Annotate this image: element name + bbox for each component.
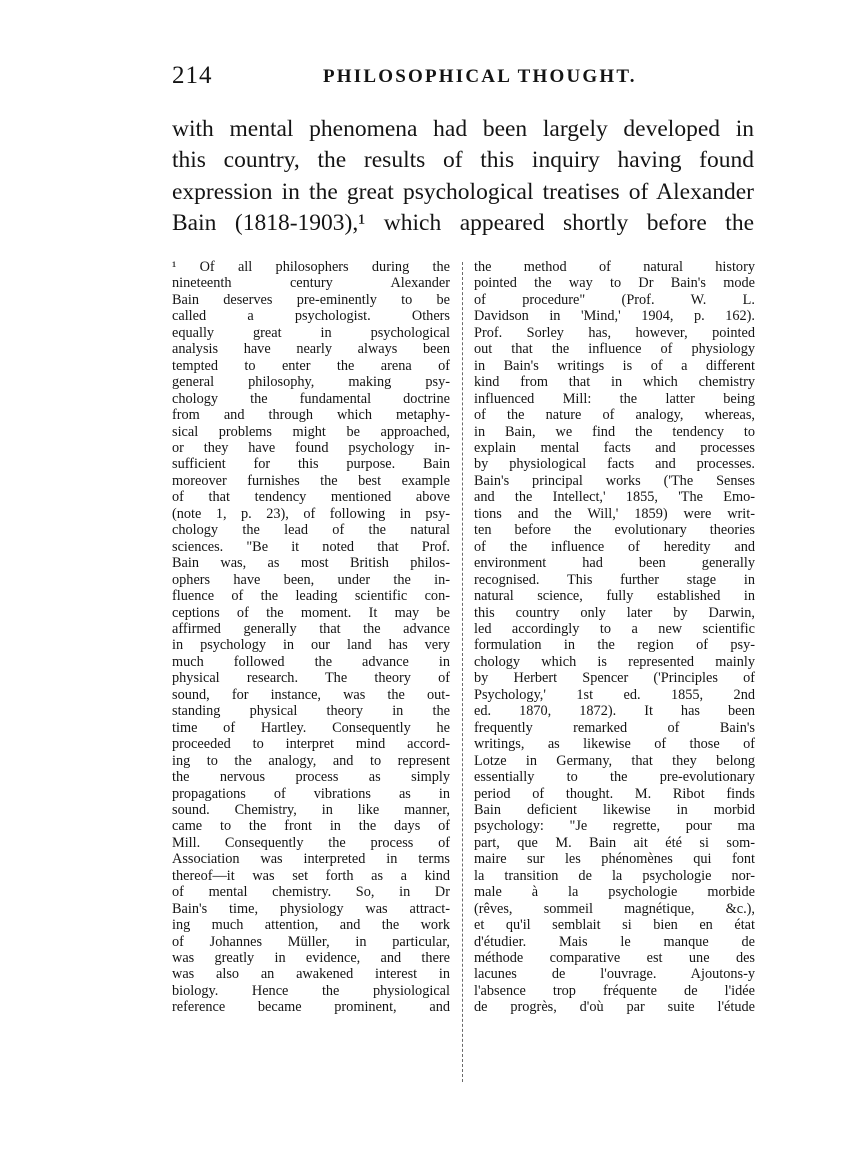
text-line: or they have found psychology in- — [172, 439, 450, 456]
text-line: time of Hartley. Consequently he — [172, 719, 450, 736]
text-line: Bain's principal works ('The Senses — [474, 472, 755, 489]
text-line: sound. Chemistry, in like manner, — [172, 801, 450, 818]
text-line: Davidson in 'Mind,' 1904, p. 162). — [474, 308, 755, 325]
text-line: Association was interpreted in terms — [172, 851, 450, 868]
text-line: came to the front in the days of — [172, 818, 450, 835]
text-line: environment had been generally — [474, 555, 755, 572]
text-line: sciences. "Be it noted that Prof. — [172, 538, 450, 555]
text-line: Prof. Sorley has, however, pointed — [474, 324, 755, 341]
text-line: proceeded to interpret mind accord- — [172, 736, 450, 753]
text-line: kind from that in which chemistry — [474, 374, 755, 391]
text-line: in Bain's writings is of a different — [474, 357, 755, 374]
text-line: essentially to the pre-evolutionary — [474, 769, 755, 786]
text-line: nineteenth century Alexander — [172, 275, 450, 292]
text-line: sound, for instance, was the out- — [172, 686, 450, 703]
text-line: chology which is represented mainly — [474, 653, 755, 670]
text-line: Bain's time, physiology was attract- — [172, 900, 450, 917]
text-line: pointed the way to Dr Bain's mode — [474, 275, 755, 292]
text-line: de progrès, d'où par suite l'étude — [474, 999, 755, 1016]
text-line: of procedure" (Prof. W. L. — [474, 291, 755, 308]
text-line: by Herbert Spencer ('Principles of — [474, 670, 755, 687]
text-line: sufficient for this purpose. Bain — [172, 456, 450, 473]
footnote-right-column — [474, 259, 755, 1016]
text-line: lacunes de l'ouvrage. Ajoutons-y — [474, 966, 755, 983]
text-line: of Johannes Müller, in particular, — [172, 933, 450, 950]
body-paragraph — [172, 114, 754, 240]
text-line: ophers have been, under the in- — [172, 571, 450, 588]
text-line: of the influence of heredity and — [474, 538, 755, 555]
text-line: part, que M. Bain ait été si som- — [474, 834, 755, 851]
text-line: physical research. The theory of — [172, 670, 450, 687]
text-line: of mental chemistry. So, in Dr — [172, 884, 450, 901]
text-line: Bain was, as most British philos- — [172, 555, 450, 572]
text-line: maire sur les phénomènes qui font — [474, 851, 755, 868]
text-line: in Bain, we find the tendency to — [474, 423, 755, 440]
text-line: ten before the evolutionary theories — [474, 522, 755, 539]
text-line: influenced Mill: the latter being — [474, 390, 755, 407]
text-line: Bain (1818-1903),¹ which appeared shortly before the — [172, 210, 754, 237]
text-line: thereof—it was set forth as a kind — [172, 867, 450, 884]
text-line: Bain deficient likewise in morbid — [474, 801, 755, 818]
text-line: chology the lead of the natural — [172, 522, 450, 539]
text-line: ing to the analogy, and to represent — [172, 752, 450, 769]
text-line: of the nature of analogy, whereas, — [474, 407, 755, 424]
text-line: period of thought. M. Ribot finds — [474, 785, 755, 802]
text-line: (note 1, p. 23), of following in psy- — [172, 505, 450, 522]
text-line: sical problems might be approached, — [172, 423, 450, 440]
running-title: PHILOSOPHICAL THOUGHT. — [323, 66, 637, 87]
text-line: expression in the great psychological treatises of Alexander — [172, 178, 754, 205]
text-line: tempted to enter the arena of — [172, 357, 450, 374]
text-line: (rêves, sommeil magnétique, &c.), — [474, 900, 755, 917]
text-line: with mental phenomena had been largely developed in — [172, 116, 754, 142]
text-line: this country only later by Darwin, — [474, 604, 755, 621]
text-line: the method of natural history — [474, 259, 755, 275]
text-line: this country, the results of this inquiry having found — [172, 147, 754, 174]
text-line: Mill. Consequently the process of — [172, 834, 450, 851]
text-line: and the Intellect,' 1855, 'The Emo- — [474, 489, 755, 506]
text-line: fluence of the leading scientific con- — [172, 588, 450, 605]
text-line: the nervous process as simply — [172, 769, 450, 786]
text-line: equally great in psychological — [172, 324, 450, 341]
text-line: explain mental facts and processes — [474, 439, 755, 456]
text-line: et qu'il semblait si bien en état — [474, 917, 755, 934]
page-number: 214 — [172, 62, 213, 89]
text-line: moreover furnishes the best example — [172, 472, 450, 489]
text-line: chology the fundamental doctrine — [172, 390, 450, 407]
text-line: of that tendency mentioned above — [172, 489, 450, 506]
text-line: frequently remarked of Bain's — [474, 719, 755, 736]
text-line: male à la psychologie morbide — [474, 884, 755, 901]
text-line: ing much attention, and the work — [172, 917, 450, 934]
text-line: by physiological facts and processes. — [474, 456, 755, 473]
text-line: was greatly in evidence, and there — [172, 950, 450, 967]
text-line: much followed the advance in — [172, 653, 450, 670]
text-line: affirmed generally that the advance — [172, 620, 450, 637]
text-line: ceptions of the moment. It may be — [172, 604, 450, 621]
text-line: ¹ Of all philosophers during the — [172, 259, 450, 275]
text-line: general philosophy, making psy- — [172, 374, 450, 391]
text-line: reference became prominent, and — [172, 999, 450, 1016]
text-line: natural science, fully established in — [474, 588, 755, 605]
text-line: recognised. This further stage in — [474, 571, 755, 588]
text-line: Bain deserves pre-eminently to be — [172, 291, 450, 308]
text-line: in psychology in our land has very — [172, 637, 450, 654]
text-line: standing physical theory in the — [172, 703, 450, 720]
text-line: out that the influence of physiology — [474, 341, 755, 358]
text-line: tions and the Will,' 1859) were writ- — [474, 505, 755, 522]
text-line: la transition de la psychologie nor- — [474, 867, 755, 884]
text-line: ed. 1870, 1872). It has been — [474, 703, 755, 720]
text-line: Lotze in Germany, that they belong — [474, 752, 755, 769]
text-line: was also an awakened interest in — [172, 966, 450, 983]
page-header — [172, 62, 754, 94]
text-line: Psychology,' 1st ed. 1855, 2nd — [474, 686, 755, 703]
text-line: méthode comparative est une des — [474, 950, 755, 967]
text-line: formulation in the region of psy- — [474, 637, 755, 654]
text-line: biology. Hence the physiological — [172, 982, 450, 999]
text-line: psychology: "Je regrette, pour ma — [474, 818, 755, 835]
column-divider — [462, 262, 463, 1082]
text-line: l'absence trop fréquente de l'idée — [474, 982, 755, 999]
footnote-left-column — [172, 259, 450, 1016]
text-line: analysis have nearly always been — [172, 341, 450, 358]
text-line: propagations of vibrations as in — [172, 785, 450, 802]
text-line: d'étudier. Mais le manque de — [474, 933, 755, 950]
text-line: led accordingly to a new scientific — [474, 620, 755, 637]
text-line: called a psychologist. Others — [172, 308, 450, 325]
text-line: writings, as likewise of those of — [474, 736, 755, 753]
text-line: from and through which metaphy- — [172, 407, 450, 424]
